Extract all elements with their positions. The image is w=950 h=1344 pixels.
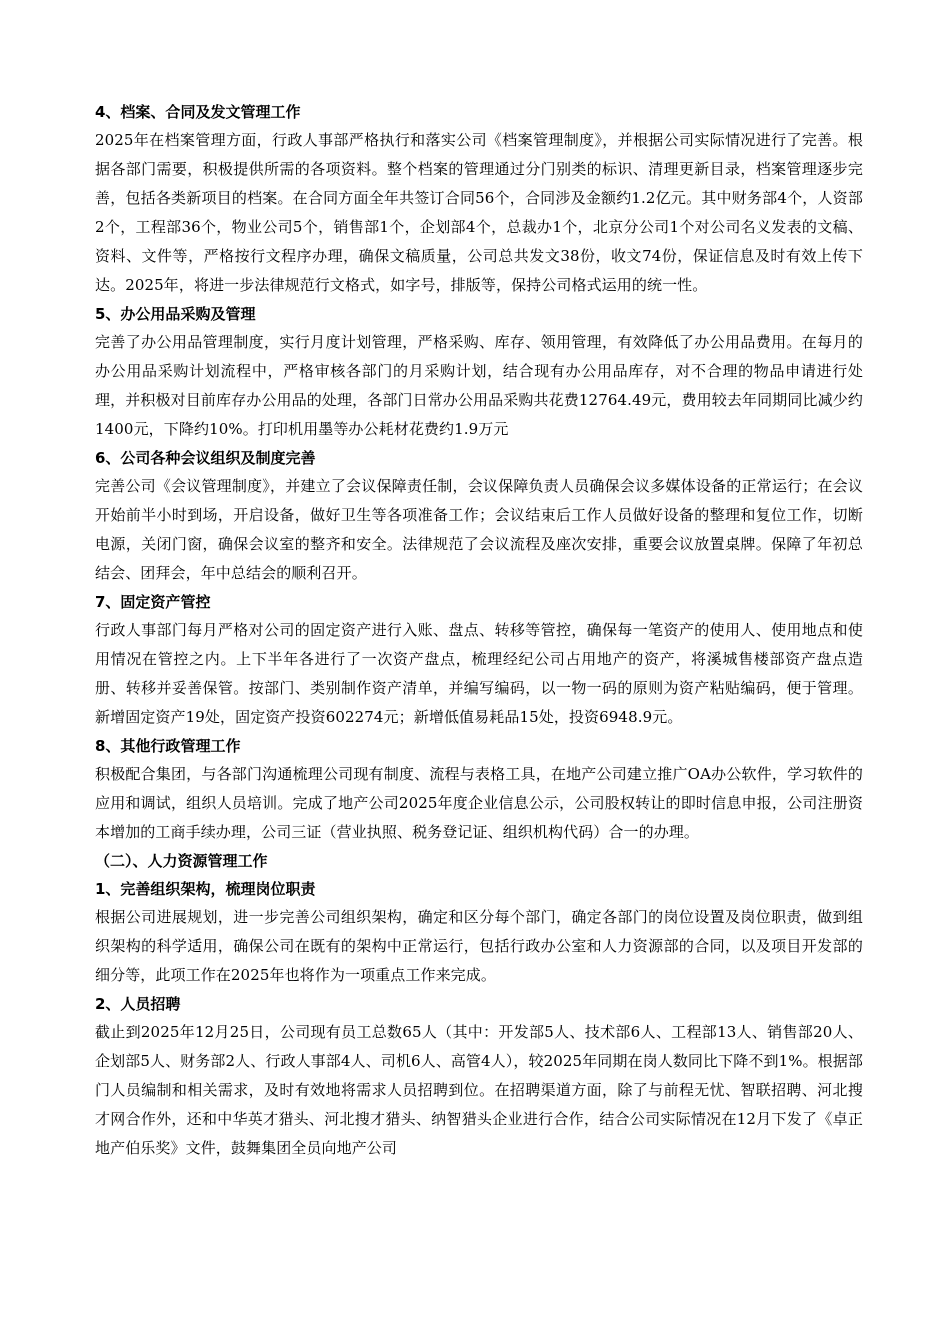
- section-heading: 4、档案、合同及发文管理工作: [95, 103, 301, 121]
- section-paragraph: 行政人事部门每月严格对公司的固定资产进行入账、盘点、转移等管控，确保每一笔资产的使用人、使用地点和使用情况在管控之内。上下半年各进行了一次资产盘点，梳理经纪公司占用地产的资产，将溪城售楼部资产盘点造册、转移并妥善保管。按部门、类别制作资产清单，并编写编码，以一物一码的原则为资产粘贴编码，便于管理。新增固定资产19处，固定资产投资602274元；新增低值易耗品15处，投资6948.9元。: [95, 621, 863, 726]
- section-office-supplies: [95, 300, 863, 444]
- section-paragraph: 完善公司《会议管理制度》，并建立了会议保障责任制，会议保障负责人员确保会议多媒体设备的正常运行；在会议开始前半小时到场，开启设备，做好卫生等各项准备工作；会议结束后工作人员做好设备的整理和复位工作，切断电源，关闭门窗，确保会议室的整齐和安全。法律规范了会议流程及座次安排，重要会议放置桌牌。保障了年初总结会、团拜会，年中总结会的顺利召开。: [95, 477, 863, 582]
- section-heading: 8、其他行政管理工作: [95, 737, 241, 755]
- section-heading: 7、固定资产管控: [95, 593, 211, 611]
- chapter-heading: （二）、人力资源管理工作: [95, 852, 268, 870]
- section-heading: 2、人员招聘: [95, 995, 181, 1013]
- section-paragraph: 2025年在档案管理方面，行政人事部严格执行和落实公司《档案管理制度》，并根据公司实际情况进行了完善。根据各部门需要，积极提供所需的各项资料。整个档案的管理通过分门别类的标识、清理更新目录，档案管理逐步完善，包括各类新项目的档案。在合同方面全年共签订合同56个，合同涉及金额约1.2亿元。其中财务部4个，人资部2个，工程部36个，物业公司5个，销售部1个，企划部4个，总裁办1个，北京分公司1个对公司名义发表的文稿、资料、文件等，严格按行文程序办理，确保文稿质量，公司总共发文38份，收文74份，保证信息及时有效上传下达。2025年，将进一步法律规范行文格式，如字号，排版等，保持公司格式运用的统一性。: [95, 131, 863, 294]
- section-hr-management: [95, 847, 863, 875]
- section-heading: 6、公司各种会议组织及制度完善: [95, 449, 316, 467]
- section-org-structure: [95, 875, 863, 990]
- section-meetings: [95, 444, 863, 588]
- section-paragraph: 完善了办公用品管理制度，实行月度计划管理，严格采购、库存、领用管理，有效降低了办公用品费用。在每月的办公用品采购计划流程中，严格审核各部门的月采购计划，结合现有办公用品库存，对不合理的物品申请进行处理，并积极对目前库存办公用品的处理，各部门日常办公用品采购共花费12764.49元，费用较去年同期同比减少约1400元，下降约10%。打印机用墨等办公耗材花费约1.9万元: [95, 333, 863, 438]
- section-heading: 1、完善组织架构，梳理岗位职责: [95, 880, 316, 898]
- section-heading: 5、办公用品采购及管理: [95, 305, 256, 323]
- section-paragraph: 根据公司进展规划，进一步完善公司组织架构，确定和区分每个部门，确定各部门的岗位设置及岗位职责，做到组织架构的科学适用，确保公司在既有的架构中正常运行，包括行政办公室和人力资源部的合同，以及项目开发部的细分等，此项工作在2025年也将作为一项重点工作来完成。: [95, 908, 863, 984]
- section-archives: [95, 98, 863, 300]
- section-fixed-assets: [95, 588, 863, 732]
- section-other-admin: [95, 732, 863, 847]
- section-paragraph: 截止到2025年12月25日，公司现有员工总数65人（其中：开发部5人、技术部6人、工程部13人、销售部20人、企划部5人、财务部2人、行政人事部4人、司机6人、高管4人），较2025年同期在岗人数同比下降不到1%。根据部门人员编制和相关需求，及时有效地将需求人员招聘到位。在招聘渠道方面，除了与前程无忧、智联招聘、河北搜才网合作外，还和中华英才猎头、河北搜才猎头、纳智猎头企业进行合作，结合公司实际情况在12月下发了《卓正地产伯乐奖》文件，鼓舞集团全员向地产公司: [95, 1023, 863, 1157]
- document-body: [95, 98, 863, 1163]
- section-paragraph: 积极配合集团，与各部门沟通梳理公司现有制度、流程与表格工具，在地产公司建立推广OA办公软件，学习软件的应用和调试，组织人员培训。完成了地产公司2025年度企业信息公示，公司股权转让的即时信息申报，公司注册资本增加的工商手续办理，公司三证（营业执照、税务登记证、组织机构代码）合一的办理。: [95, 765, 863, 841]
- section-recruitment: [95, 990, 863, 1163]
